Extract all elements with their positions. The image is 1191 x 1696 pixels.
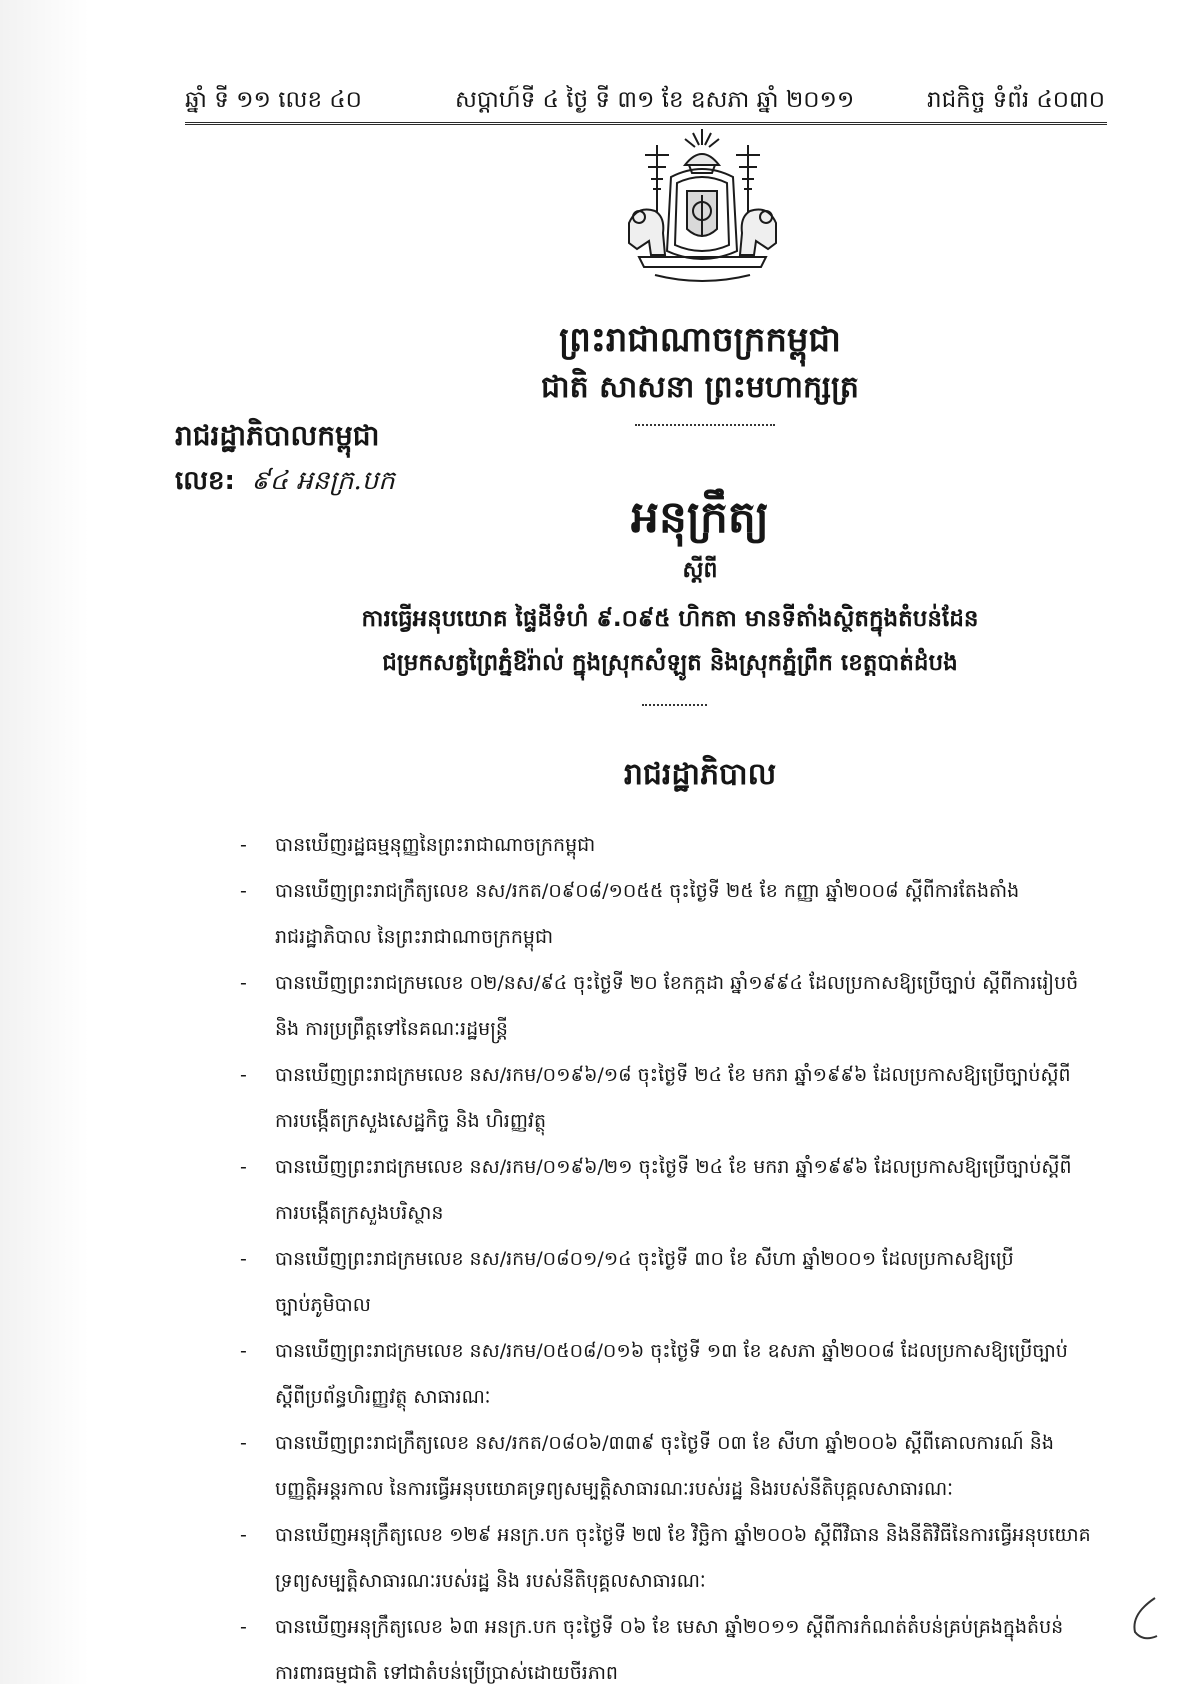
reference-line: ការបង្កើតក្រសួងសេដ្ឋកិច្ច និង ហិរញ្ញវត្ថុ	[275, 1110, 547, 1132]
reference-line: ច្បាប់ភូមិបាល	[275, 1294, 371, 1316]
reference-line: បញ្ញត្តិអន្តរកាល នៃការធ្វើអនុបយោគទ្រព្យសម្បត្តិសាធារណៈរបស់រដ្ឋ និងរបស់នីតិបុគ្គលសាធារណៈ	[275, 1478, 954, 1500]
scan-edge-shadow	[0, 0, 90, 1684]
reference-line: - បានឃើញព្រះរាជក្រមលេខ នស/រកម/០៨០១/១៤ ចុះថ្ងៃទី ៣០ ខែ សីហា ឆ្នាំ២០០១ ដែលប្រកាសឱ្យប្រើ	[275, 1248, 1014, 1270]
reference-line: និង ការប្រព្រឹត្តទៅនៃគណៈរដ្ឋមន្ត្រី	[275, 1018, 508, 1040]
about-label: ស្តីពី	[682, 558, 718, 583]
subject-line: ជម្រកសត្វព្រៃភ្នំឱរ៉ាល់ ក្នុងស្រុកសំឡូត និងស្រុកភ្នំព្រឹក ខេត្តបាត់ដំបង	[382, 650, 958, 676]
ornament-divider	[642, 704, 707, 707]
reference-item	[240, 822, 1120, 868]
document-type-title: អនុក្រឹត្យ	[631, 492, 769, 543]
header-year-issue: ឆ្នាំ ទី ១១ លេខ ៤០	[185, 87, 362, 113]
reference-line: - បានឃើញអនុក្រឹត្យលេខ ៦៣ អនក្រ.បក ចុះថ្ងៃទី ០៦ ខែ មេសា ឆ្នាំ២០១១ ស្តីពីការកំណត់តំបន់គ្រប់គ្រងក្នុងតំបន់	[275, 1616, 1064, 1638]
document-number-label: លេខ:	[175, 466, 235, 496]
reference-item	[240, 1144, 1120, 1236]
reference-line: ការបង្កើតក្រសួងបរិស្ថាន	[275, 1202, 444, 1224]
reference-line: ទ្រព្យសម្បត្តិសាធារណៈរបស់រដ្ឋ និង របស់នីតិបុគ្គលសាធារណៈ	[275, 1570, 706, 1592]
reference-line: រាជរដ្ឋាភិបាល នៃព្រះរាជាណាចក្រកម្ពុជា	[275, 926, 554, 948]
reference-line: - បានឃើញអនុក្រឹត្យលេខ ១២៩ អនក្រ.បក ចុះថ្ងៃទី ២៧ ខែ វិច្ឆិកា ឆ្នាំ២០០៦ ស្តីពីវិធាន និងនីតិវិធីនៃការធ្វើអនុបយោគ	[275, 1524, 1091, 1546]
reference-item	[240, 1052, 1120, 1144]
header-date: សប្តាហ៍ទី ៤ ថ្ងៃ ទី ៣១ ខែ ឧសភា ឆ្នាំ ២០១១	[455, 87, 855, 113]
handwritten-mark-icon	[1125, 1594, 1165, 1644]
issuing-government: រាជរដ្ឋាភិបាលកម្ពុជា	[175, 419, 380, 452]
reference-line: - បានឃើញរដ្ឋធម្មនុញ្ញនៃព្រះរាជាណាចក្រកម្ពុជា	[275, 834, 596, 856]
reference-item	[240, 868, 1120, 960]
reference-line: ស្តីពីប្រព័ន្ធហិរញ្ញវត្ថុ សាធារណៈ	[275, 1386, 491, 1408]
reference-item	[240, 1328, 1120, 1420]
kingdom-title: ព្រះរាជាណាចក្រកម្ពុជា	[559, 320, 841, 360]
national-motto: ជាតិ សាសនា ព្រះមហាក្សត្រ	[541, 370, 859, 405]
reference-item	[240, 1512, 1120, 1604]
document-number	[175, 464, 395, 502]
reference-line: - បានឃើញព្រះរាជក្រមលេខ នស/រកម/០៥០៨/០១៦ ចុះថ្ងៃទី ១៣ ខែ ឧសភា ឆ្នាំ២០០៨ ដែលប្រកាសឱ្យប្រើច្បាប់	[275, 1340, 1068, 1362]
subject-line: ការធ្វើអនុបយោគ ផ្ទៃដីទំហំ ៩.០៩៥ ហិកតា មានទីតាំងស្ថិតក្នុងតំបន់ដែន	[361, 606, 979, 632]
reference-line: - បានឃើញព្រះរាជក្រមលេខ ០២/នស/៩៤ ចុះថ្ងៃទី ២០ ខែកក្កដា ឆ្នាំ១៩៩៤ ដែលប្រកាសឱ្យប្រើច្បាប់ ស្តីពីការរៀបចំ	[275, 972, 1079, 994]
legal-references-list	[240, 822, 1120, 1696]
reference-line: - បានឃើញព្រះរាជក្រមលេខ នស/រកម/០១៩៦/២១ ចុះថ្ងៃទី ២៤ ខែ មករា ឆ្នាំ១៩៩៦ ដែលប្រកាសឱ្យប្រើច្បាប់ស្តីពី	[275, 1156, 1072, 1178]
royal-coat-of-arms-icon	[615, 125, 790, 290]
ornament-divider	[635, 424, 775, 427]
section-title: រាជរដ្ឋាភិបាល	[623, 757, 777, 792]
reference-item	[240, 1420, 1120, 1512]
reference-line: - បានឃើញព្រះរាជក្រឹត្យលេខ នស/រកត/០៩០៨/១០៥៥ ចុះថ្ងៃទី ២៥ ខែ កញ្ញា ឆ្នាំ២០០៨ ស្តីពីការតែងតាំង	[275, 880, 1020, 902]
reference-line: - បានឃើញព្រះរាជក្រឹត្យលេខ នស/រកត/០៨០៦/៣៣៩ ចុះថ្ងៃទី ០៣ ខែ សីហា ឆ្នាំ២០០៦ ស្តីពីគោលការណ៍ និង	[275, 1432, 1054, 1454]
header-page-number: រាជកិច្ច ទំព័រ ៤០៣០	[926, 87, 1105, 113]
gazette-header	[185, 86, 1105, 120]
document-number-handwritten: ៩៤ អនក្រ.បក	[251, 466, 395, 496]
reference-line: ការពារធម្មជាតិ ទៅជាតំបន់ប្រើប្រាស់ដោយចីរភាព	[275, 1662, 618, 1684]
reference-line: - បានឃើញព្រះរាជក្រមលេខ នស/រកម/០១៩៦/១៨ ចុះថ្ងៃទី ២៤ ខែ មករា ឆ្នាំ១៩៩៦ ដែលប្រកាសឱ្យប្រើច្បាប់ស្តីពី	[275, 1064, 1071, 1086]
reference-item	[240, 960, 1120, 1052]
reference-item	[240, 1604, 1120, 1696]
document-subject	[230, 597, 1110, 685]
reference-item	[240, 1236, 1120, 1328]
